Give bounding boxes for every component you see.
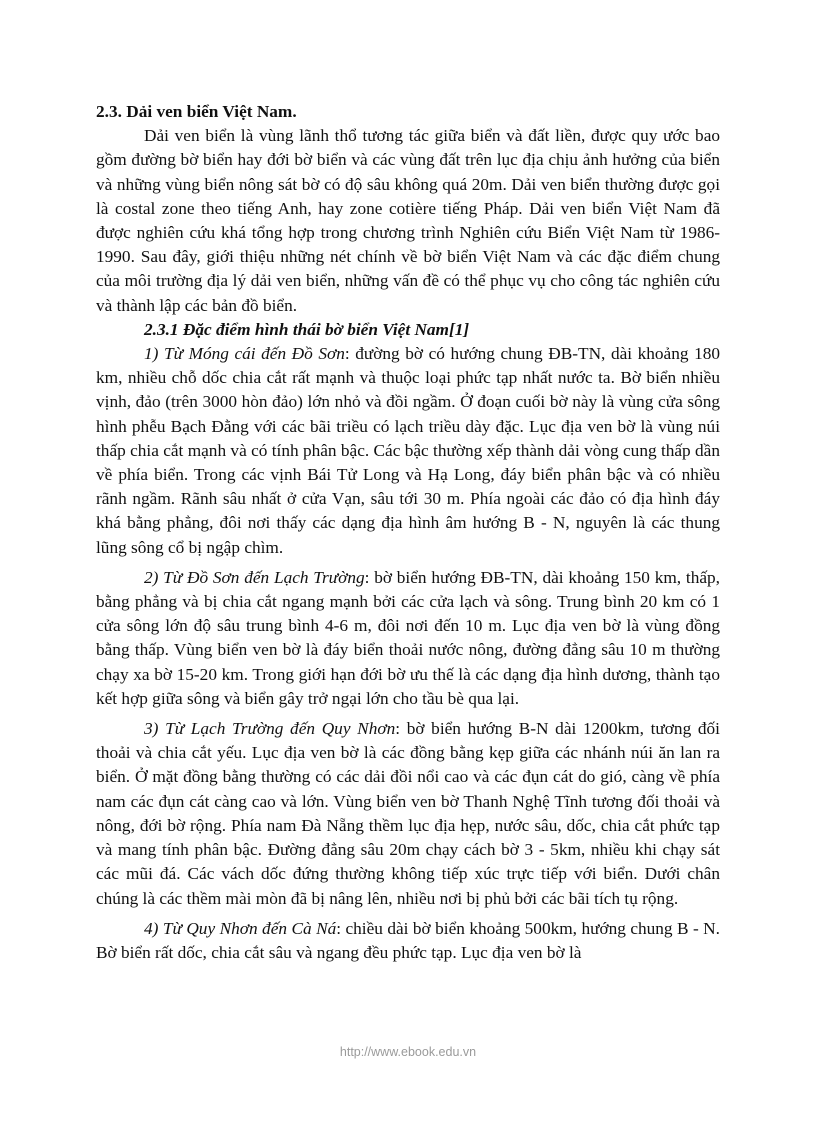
section-1-lead: 1) Từ Móng cái đến Đồ Sơn xyxy=(144,344,345,364)
paragraph-section-2 xyxy=(96,566,720,711)
section-2-text: : bờ biển hướng ĐB-TN, dài khoảng 150 km, thấp, bằng phẳng và bị chia cắt ngang mạnh bởi các cửa lạch và sông. Trung bình 20 km có 1 cửa sông lớn độ sâu trung bình 4-6 m, đôi nơi đến 10 m. Lục địa ven bờ là vùng đồng bằng thấp. Vùng biển ven bờ là đáy biển thoải nước nông, đường đẳng sâu 10 m thường chạy xa bờ 15-20 km. Trong giới hạn đới bờ ưu thế là các dạng địa hình dương, thành tạo kết hợp giữa sông và biển gây trở ngại lớn cho tầu bè qua lại. xyxy=(96,567,720,708)
subsection-heading: 2.3.1 Đặc điểm hình thái bờ biển Việt Nam[1] xyxy=(144,319,470,339)
section-3-text: : bờ biển hướng B-N dài 1200km, tương đối thoải và chia cắt yếu. Lục địa ven bờ là các đồng bằng kẹp giữa các nhánh núi ăn lan ra biển. Ở mặt đồng bằng thường có các dải đồi nổi cao và các đụn cát do gió, càng về phía nam các đụn cát càng cao và lớn. Vùng biển ven bờ Thanh Nghệ Tĩnh tương đối thoải và nông, đới bờ rộng. Phía nam Đà Nẵng thềm lục địa hẹp, nước sâu, dốc, chia cắt phức tạp và mang tính phân bậc. Đường đẳng sâu 20m chạy cách bờ 3 - 5km, nhiều khi chạy sát các mũi đá. Các vách dốc đứng thường không tiếp xúc trực tiếp với biển. Dưới chân chúng là các thềm mài mòn đã bị nâng lên, nhiều nơi bị phủ bởi các bãi tích tụ rộng. xyxy=(96,719,720,908)
section-1-text: : đường bờ có hướng chung ĐB-TN, dài khoảng 180 km, nhiều chỗ dốc chia cắt rất mạnh và thuộc loại phức tạp nhất nước ta. Bờ biển nhiều vịnh, đảo (trên 3000 hòn đảo) lớn nhỏ và đồi ngầm. Ở đoạn cuối bờ này là vùng cửa sông hình phễu Bạch Đằng với các bãi triều có lạch triều dày đặc. Lục địa ven bờ là vùng núi thấp chia cắt mạnh và có tính phân bậc. Các bậc thường xếp thành dải vòng cung thấp dần về phía biển. Trong các vịnh Bái Tử Long và Hạ Long, đáy biển phân bậc và có nhiều rãnh ngầm. Rãnh sâu nhất ở cửa Vạn, sâu tới 30 m. Phía ngoài các đảo có địa hình đáy khá bằng phẳng, đôi nơi thấy các dạng địa hình âm hướng B - N, nguyên là các thung lũng sông cổ bị ngập chìm. xyxy=(96,344,720,557)
section-4-text: : chiều dài bờ biển khoảng 500km, hướng chung B - N. Bờ biển rất dốc, chia cắt sâu và ngang đều phức tạp. Lục địa ven bờ là xyxy=(96,918,720,962)
page-content xyxy=(96,100,720,965)
footer-url: http://www.ebook.edu.vn xyxy=(339,1045,477,1059)
section-4-lead: 4) Từ Quy Nhơn đến Cà Ná xyxy=(144,918,337,938)
section-heading: 2.3. Dải ven biển Việt Nam. xyxy=(96,102,297,121)
section-2-lead: 2) Từ Đồ Sơn đến Lạch Trường xyxy=(144,567,365,587)
section-3-lead: 3) Từ Lạch Trường đến Quy Nhơn xyxy=(144,719,396,739)
paragraph-section-1 xyxy=(96,342,720,560)
paragraph-section-3 xyxy=(96,717,720,911)
paragraph-section-4 xyxy=(96,917,720,965)
intro-paragraph: Dải ven biển là vùng lãnh thổ tương tác giữa biển và đất liền, được quy ước bao gồm đường bờ biển hay đới bờ biển và các vùng đất trên lục địa chịu ảnh hưởng của biển và những vùng biển nông sát bờ có độ sâu không quá 20m. Dải ven biển thường được gọi là costal zone theo tiếng Anh, hay zone cotière tiếng Pháp. Dải ven biển Việt Nam đã được nghiên cứu khá tổng hợp trong chương trình Nghiên cứu Biển Việt Nam từ 1986-1990. Sau đây, giới thiệu những nét chính về bờ biển Việt Nam và các đặc điểm chung của môi trường địa lý dải ven biển, những vấn đề có thể phục vụ cho công tác nghiên cứu và thành lập các bản đồ biển. xyxy=(96,126,720,315)
